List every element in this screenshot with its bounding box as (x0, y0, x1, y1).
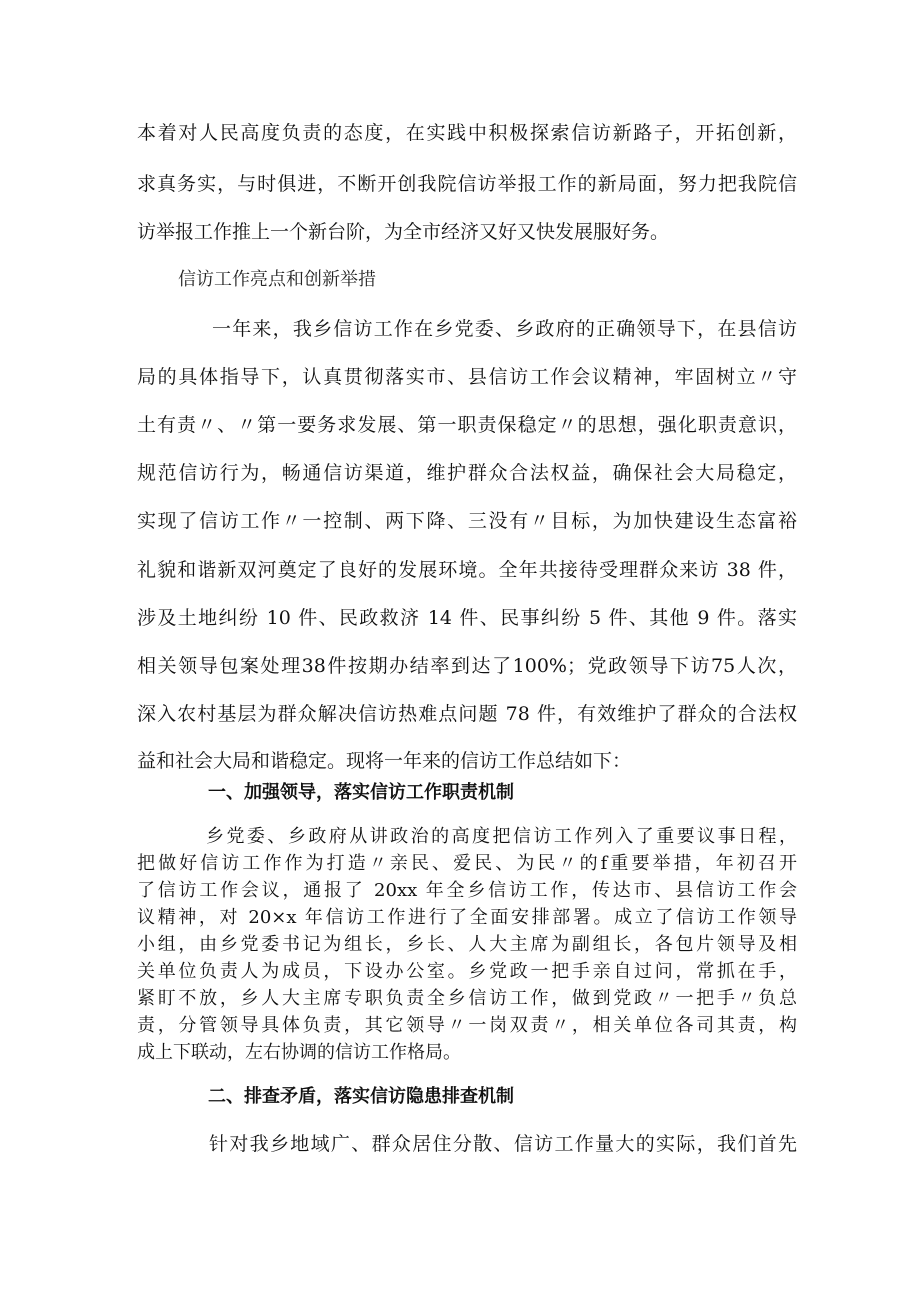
intro-line-3: 访举报工作推上一个新台阶，为全市经济又好又快发展服好务。 (137, 221, 670, 243)
para1-line-6: 礼貌和谐新双河奠定了良好的发展环境。全年共接待受理群众来访 38 件， (137, 559, 797, 581)
section-title: 信访工作亮点和创新举措 (178, 269, 376, 290)
para2-line-6: 关单位负责人为成员，下设办公室。乡党政一把手亲自过问，常抓在手， (137, 961, 797, 982)
para1-line-5: 实现了信访工作〃一控制、两下降、三没有〃目标，为加快建设生态富裕 (137, 510, 797, 532)
para1-line-1: 一年来，我乡信访工作在乡党委、乡政府的正确领导下，在县信访 (212, 318, 797, 340)
para2-line-3: 了信访工作会议，通报了 20xx 年全乡信访工作，传达市、县信访工作会 (137, 880, 797, 901)
para1-line-4: 规范信访行为，畅通信访渠道，维护群众合法权益，确保社会大局稳定， (137, 462, 797, 484)
para2-line-1: 乡党委、乡政府从讲政治的高度把信访工作列入了重要议事日程， (206, 826, 797, 847)
para1-line-3: 土有责〃、〃第一要务求发展、第一职责保稳定〃的思想，强化职责意识， (137, 414, 797, 436)
para1-line-10: 益和社会大局和谐稳定。现将一年来的信访工作总结如下： (137, 750, 632, 772)
para2-line-5: 小组，由乡党委书记为组长，乡长、人大主席为副组长，各包片领导及相 (137, 934, 797, 955)
para2-line-4: 议精神，对 20×x 年信访工作进行了全面安排部署。成立了信访工作领导 (137, 907, 797, 928)
heading-one: 一、加强领导，落实信访工作职责机制 (208, 782, 514, 803)
para2-line-7: 紧盯不放，乡人大主席专职负责全乡信访工作，做到党政〃一把手〃负总 (137, 988, 797, 1009)
intro-line-1: 本着对人民高度负责的态度，在实践中积极探索信访新路子，开拓创新， (137, 122, 797, 144)
para1-line-8: 相关领导包案处理38件按期办结率到达了100%；党政领导下访75人次， (137, 655, 797, 677)
heading-two: 二、排查矛盾，落实信访隐患排查机制 (208, 1086, 514, 1107)
para3-line-1: 针对我乡地域广、群众居住分散、信访工作量大的实际，我们首先 (209, 1133, 797, 1155)
para2-line-9: 成上下联动，左右协调的信访工作格局。 (137, 1042, 461, 1063)
intro-line-2: 求真务实，与时俱进，不断开创我院信访举报工作的新局面，努力把我院信 (137, 173, 797, 195)
para1-line-7: 涉及土地纠纷 10 件、民政救济 14 件、民事纠纷 5 件、其他 9 件。落实 (137, 607, 797, 629)
para1-line-2: 局的具体指导下，认真贯彻落实市、县信访工作会议精神，牢固树立〃守 (137, 366, 797, 388)
para1-line-9: 深入农村基层为群众解决信访热难点问题 78 件，有效维护了群众的合法权 (137, 703, 797, 725)
para2-line-2: 把做好信访工作作为打造〃亲民、爱民、为民〃的f重要举措，年初召开 (137, 853, 797, 874)
para2-line-8: 责，分管领导具体负责，其它领导〃一岗双责〃，相关单位各司其责，构 (137, 1015, 797, 1036)
